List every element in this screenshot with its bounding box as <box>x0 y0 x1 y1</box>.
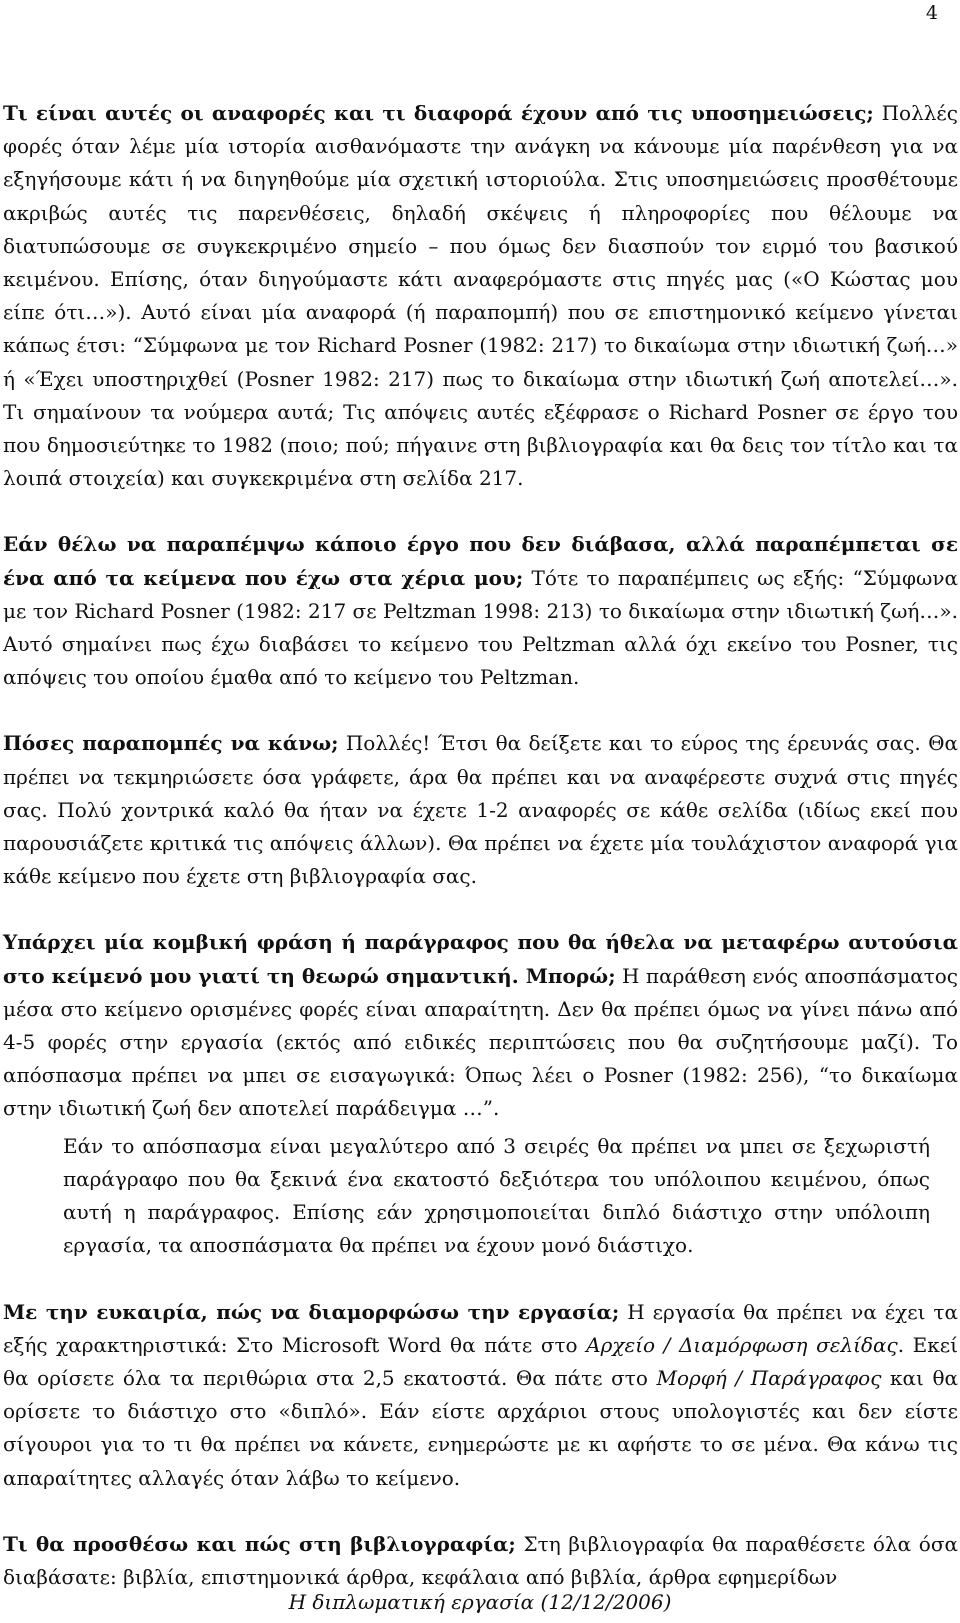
paragraph-question: Υπάρχει μία κομβική φράση ή παράγραφος που θα ήθελα να μεταφέρω αυτούσια στο κείμενό μου γιατί τη θεωρώ σημαντική. Μπορώ; <box>3 930 958 988</box>
paragraph-question: Εάν θέλω να παραπέμψω κάποιο έργο που δεν διάβασα, αλλά παραπέμπεται σε ένα από τα κείμενα που έχω στα χέρια μου; <box>3 532 958 590</box>
paragraph-answer: Τότε το παραπέμπεις ως εξής: “Σύμφωνα με τον Richard Posner (1982: 217 σε Peltzman 1998: 213) το δικαίωμα στην ιδιωτική ζωή…». Αυτό σημαίνει πως έχω διαβάσει το κείμενο του Peltzman αλλά όχι εκείνο του Posner, τις απόψεις του οποίου έμαθα από το κείμενο του Peltzman. <box>3 565 958 690</box>
menu-path-page-setup: Αρχείο / Διαμόρφωση σελίδας <box>586 1332 898 1357</box>
menu-path-paragraph: Μορφή / Παράγραφος <box>656 1365 882 1390</box>
paragraph-answer: Πολλές! Έτσι θα δείξετε και το εύρος της έρευνάς σας. Θα πρέπει να τεκμηριώσετε όσα γράφετε, άρα θα πρέπει και να αναφέρεστε συχνά στις πηγές σας. Πολύ χοντρικά καλό θα ήταν να έχετε 1-2 αναφορές σε κάθε σελίδα (ιδίως εκεί που παρουσιάζετε κριτικά τις απόψεις άλλων). Θα πρέπει να έχετε μία τουλάχιστον αναφορά για κάθε κείμενο που έχετε στη βιβλιογραφία σας. <box>3 731 958 889</box>
block-quote-paragraph <box>3 1130 958 1263</box>
paragraph-references-vs-footnotes <box>3 97 958 495</box>
page-number: 4 <box>925 2 938 24</box>
paragraph-question: Τι θα προσθέσω και πώς στη βιβλιογραφία; <box>3 1531 516 1556</box>
paragraph-question: Πόσες παραπομπές να κάνω; <box>3 731 339 756</box>
paragraph-bibliography <box>3 1528 958 1594</box>
document-body <box>3 97 958 1594</box>
block-quote-text: Εάν το απόσπασμα είναι μεγαλύτερο από 3 σειρές θα πρέπει να μπει σε ξεχωριστή παράγραφο που θα ξεκινά ένα εκατοστό δεξιότερα του υπόλοιπου κειμένου, όπως αυτή η παράγραφος. Επίσης εάν χρησιμοποιείται διπλό διάστιχο στην υπόλοιπη εργασία, τα αποσπάσματα θα πρέπει να έχουν μονό διάστιχο. <box>63 1133 930 1258</box>
paragraph-formatting <box>3 1296 958 1495</box>
paragraph-question: Με την ευκαιρία, πώς να διαμορφώσω την εργασία; <box>3 1299 620 1324</box>
paragraph-answer: Πολλές φορές όταν λέμε μία ιστορία αισθανόμαστε την ανάγκη να κάνουμε μία παρένθεση για να εξηγήσουμε κάτι ή να διηγηθούμε μία σχετική ιστοριούλα. Στις υποσημειώσεις προσθέτουμε ακριβώς αυτές τις παρενθέσεις, δηλαδή σκέψεις ή πληροφορίες που θέλουμε να διατυπώσουμε σε συγκεκριμένο σημείο – που όμως δεν διασπούν τον ειρμό του βασικού κειμένου. Επίσης, όταν διηγούμαστε κάτι αναφερόμαστε στις πηγές μας («Ο Κώστας μου είπε ότι…»). Αυτό είναι μία αναφορά (ή παραπομπή) που σε επιστημονικό κείμενο γίνεται κάπως έτσι: “Σύμφωνα με τον Richard Posner (1982: 217) το δικαίωμα στην ιδιωτική ζωή…» ή «Έχει υποστηριχθεί (Posner 1982: 217) πως το δικαίωμα στην ιδιωτική ζωή αποτελεί…». Τι σημαίνουν τα νούμερα αυτά; Τις απόψεις αυτές εξέφρασε ο Richard Posner σε έργο του που δημοσιεύτηκε το 1982 (ποιο; πού; πήγαινε στη βιβλιογραφία και θα δεις τον τίτλο και τα λοιπά στοιχεία) και συγκεκριμένα στη σελίδα 217. <box>3 101 958 491</box>
paragraph-answer: Η παράθεση ενός αποσπάσματος μέσα στο κείμενο ορισμένες φορές είναι απαραίτητη. Δεν θα πρέπει όμως να γίνει πάνω από 4-5 φορές στην εργασία (εκτός από ειδικές περιπτώσεις που θα συζητήσουμε μαζί). Το απόσπασμα πρέπει να μπει σε εισαγωγικά: Όπως λέει ο Posner (1982: 256), “το δικαίωμα στην ιδιωτική ζωή δεν αποτελεί παράδειγμα …”. <box>3 963 959 1121</box>
paragraph-how-many-citations <box>3 727 958 893</box>
paragraph-answer-part: και θα ορίσετε το διάστιχο στο «διπλό». Εάν είστε αρχάριοι στους υπολογιστές και δεν είστε σίγουροι για το τι θα πρέπει να κάνετε, ενημερώστε με κι αφήστε το σε μένα. Θα κάνω τις απαραίτητες αλλαγές όταν λάβω το κείμενο. <box>3 1365 959 1490</box>
paragraph-answer-part: Η εργασία θα πρέπει να έχει τα εξής χαρακτηριστικά: Στο Microsoft Word θα πάτε στο <box>3 1299 958 1357</box>
paragraph-answer-part: . Εκεί θα ορίσετε όλα τα περιθώρια στα 2,5 εκατοστά. Θα πάτε στο <box>3 1332 958 1390</box>
paragraph-answer: Στη βιβλιογραφία θα παραθέσετε όλα όσα διαβάσατε: βιβλία, επιστημονικά άρθρα, κεφάλαια από βιβλία, άρθρα εφημερίδων <box>3 1531 959 1589</box>
paragraph-quoting <box>3 926 958 1125</box>
page-footer: Η διπλωματική εργασία (12/12/2006) <box>288 1590 672 1614</box>
paragraph-question: Τι είναι αυτές οι αναφορές και τι διαφορά έχουν από τις υποσημειώσεις; <box>3 101 874 125</box>
paragraph-secondary-citation <box>3 528 958 694</box>
